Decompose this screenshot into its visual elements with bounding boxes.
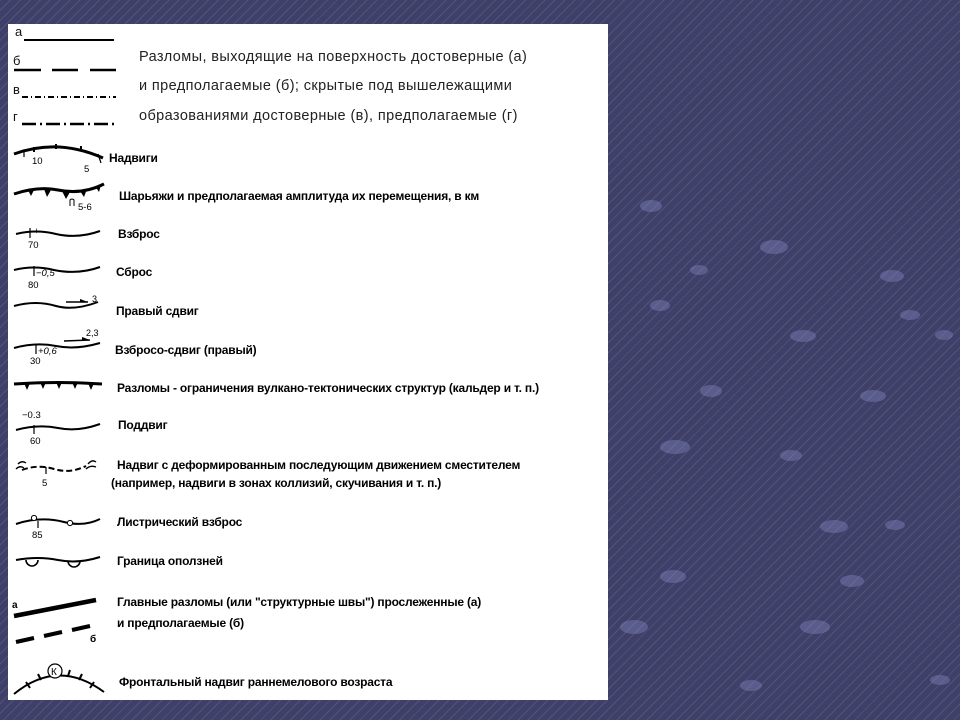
nappe-label: Шарьяжи и предполагаемая амплитуда их перемещения, в км — [119, 189, 480, 203]
variant-letter-b: б — [13, 53, 21, 68]
reverse-dip-value: 70 — [28, 240, 39, 251]
main-faults-letter-b: б — [90, 634, 97, 645]
reverse-sign-value: + — [34, 226, 40, 236]
thrust-amplitude-value: 5 — [84, 164, 90, 175]
dextral-strike-slip-symbol-icon — [8, 290, 108, 320]
thrust-symbol-icon — [8, 136, 108, 178]
dextral-strike-slip-label: Правый сдвиг — [116, 304, 199, 318]
deformed-thrust-symbol-icon — [8, 456, 108, 496]
thrust-label: Надвиги — [109, 151, 158, 165]
volcanic-fault-label: Разломы - ограничения вулкано-тектонических структур (кальдер и т. п.) — [117, 381, 539, 395]
frontal-thrust-symbol-icon — [8, 658, 113, 700]
intro-line-3: образованиями достоверные (в), предполагаемые (г) — [139, 108, 518, 124]
dextral-value: 3 — [92, 294, 98, 304]
normal-throw-value: −0,5 — [36, 268, 55, 279]
frontal-thrust-badge: К — [51, 667, 57, 678]
volcanic-fault-symbol-icon — [8, 376, 108, 400]
fault-line-variants-icon — [8, 24, 128, 134]
main-faults-label-line-2: и предполагаемые (б) — [117, 616, 244, 630]
listric-reverse-symbol-icon — [8, 508, 108, 540]
oblique-slip-label: Взбросо-сдвиг (правый) — [115, 343, 257, 357]
main-faults-label-line-1: Главные разломы (или "структурные швы") прослеженные (а) — [117, 595, 482, 609]
underthrust-symbol-icon — [8, 404, 108, 450]
variant-letter-a: а — [15, 24, 23, 39]
normal-dip-value: 80 — [28, 280, 39, 291]
oblique-throw-value: +0,6 — [38, 346, 57, 357]
underthrust-dip-value: 60 — [30, 436, 41, 447]
listric-dip-value: 85 — [32, 530, 43, 540]
nappe-amplitude-value: 5-6 — [78, 202, 92, 213]
variant-letter-v: в — [13, 82, 20, 97]
normal-fault-symbol-icon — [8, 260, 108, 292]
thrust-dip-value: 10 — [32, 156, 43, 167]
reverse-fault-symbol-icon — [8, 220, 108, 252]
main-faults-letter-a: а — [12, 600, 18, 611]
intro-line-2: и предполагаемые (б); скрытые под вышележащими — [139, 78, 513, 94]
legend-panel — [8, 24, 608, 700]
frontal-thrust-label: Фронтальный надвиг раннемелового возраста — [119, 675, 393, 689]
intro-line-1: Разломы, выходящие на поверхность достоверные (а) — [139, 49, 528, 65]
oblique-dip-value: 30 — [30, 356, 41, 366]
underthrust-throw-value: −0.3 — [22, 410, 41, 421]
landslide-boundary-symbol-icon — [8, 550, 108, 580]
nappe-symbol-icon — [8, 174, 113, 214]
deformed-thrust-value: 5 — [42, 478, 48, 489]
normal-fault-label: Сброс — [116, 265, 153, 279]
oblique-slip-symbol-icon — [8, 326, 108, 366]
listric-reverse-label: Листрический взброс — [117, 515, 243, 529]
oblique-strike-value: 2,3 — [86, 328, 99, 338]
reverse-fault-label: Взброс — [118, 227, 160, 241]
deformed-thrust-label-line-2: (например, надвиги в зонах коллизий, скучивания и т. п.) — [111, 476, 442, 490]
landslide-boundary-label: Граница оползней — [117, 554, 223, 568]
deformed-thrust-label-line-1: Надвиг с деформированным последующим движением сместителем — [117, 458, 521, 472]
variant-letter-g: г — [13, 109, 18, 124]
main-faults-symbol-icon — [8, 590, 108, 648]
underthrust-label: Поддвиг — [118, 418, 168, 432]
